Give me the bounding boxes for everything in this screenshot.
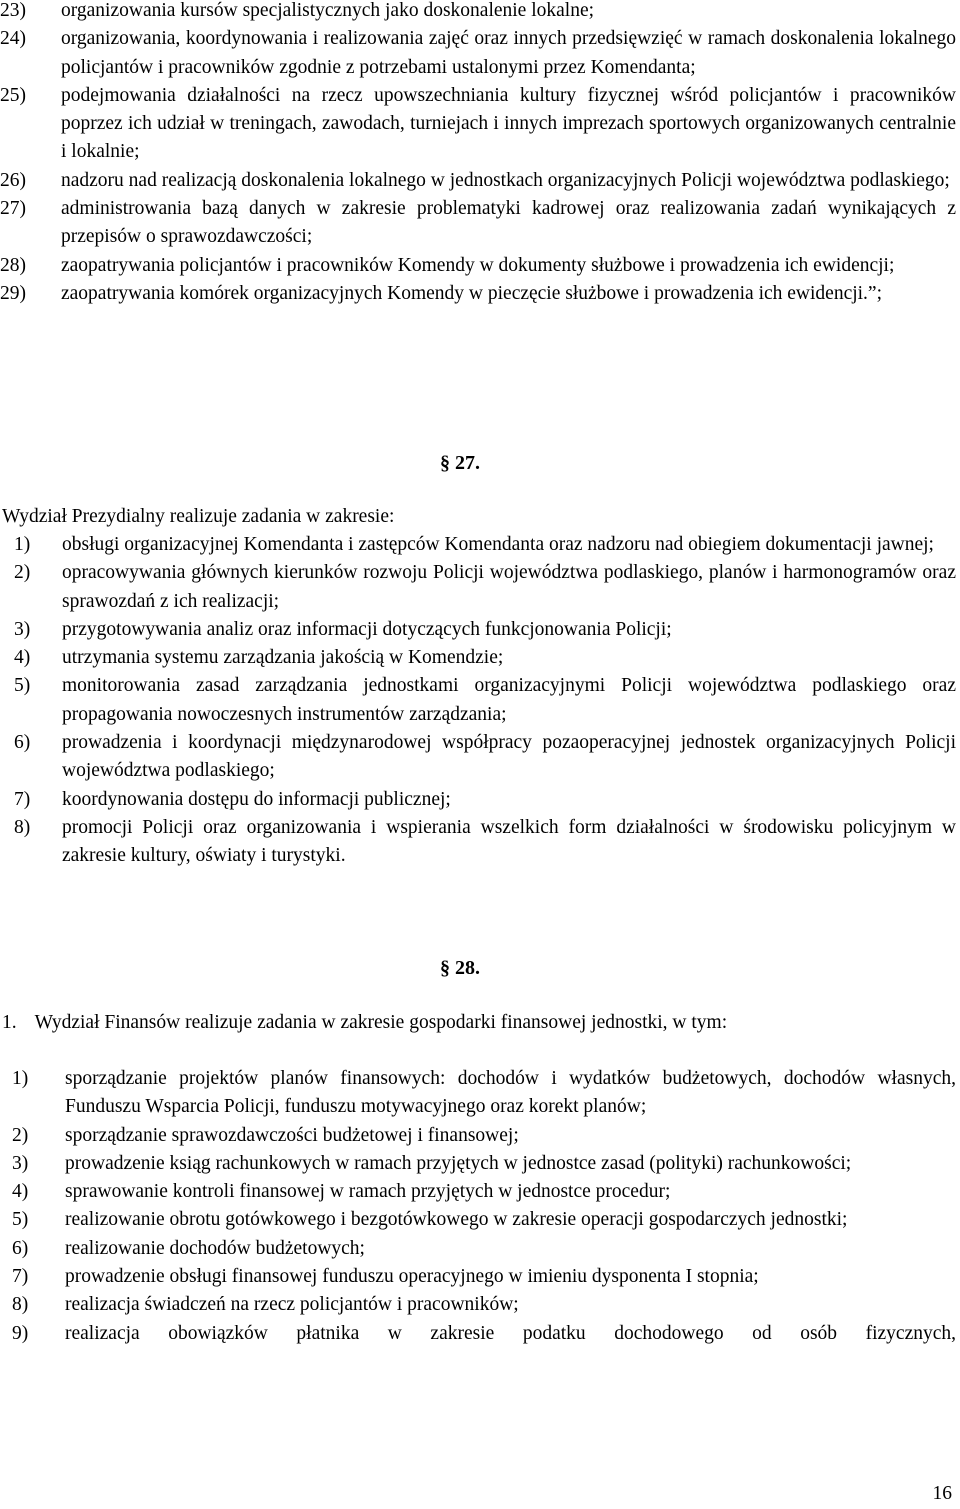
item-number: 7) <box>12 1266 29 1288</box>
list-item <box>0 1320 956 1348</box>
item-number: 25) <box>0 84 26 106</box>
item-text: podejmowania działalności na rzecz upowszechniania kultury fizycznej wśród policjantów i pracowników poprzez ich udział w treningach, zawodach, turniejach i innych imprezach sportowych organizowanych centralnie i lokalnie; <box>61 84 956 163</box>
item-text: sporządzanie sprawozdawczości budżetowej i finansowej; <box>65 1124 519 1146</box>
item-number: 23) <box>0 0 26 21</box>
list-section-2 <box>0 531 956 871</box>
item-number: 1) <box>12 1068 29 1089</box>
item-number: 2) <box>14 562 31 584</box>
item-number: 3) <box>14 618 31 640</box>
list-item <box>0 82 956 167</box>
item-text: sporządzanie projektów planów finansowych: dochodów i wydatków budżetowych, dochodów własnych, Funduszu Wsparcia Policji, funduszu motywacyjnego oraz korekt planów; <box>65 1068 956 1118</box>
list-item <box>0 167 956 195</box>
list-item <box>0 25 956 82</box>
item-text: realizacja świadczeń na rzecz policjantów i pracowników; <box>65 1294 519 1316</box>
section-heading-28: § 28. <box>440 957 480 979</box>
item-number: 1) <box>14 534 31 555</box>
intro-text: Wydział Finansów realizuje zadania w zakresie gospodarki finansowej jednostki, w tym: <box>34 1012 728 1033</box>
list-item <box>0 1065 956 1122</box>
item-number: 3) <box>12 1152 29 1174</box>
list-item <box>0 1235 956 1263</box>
item-number: 4) <box>12 1181 29 1203</box>
list-item <box>0 252 956 280</box>
list-item <box>0 531 956 559</box>
item-text: administrowania bazą danych w zakresie problematyki kadrowej oraz realizowania zadań wynikających z przepisów o sprawozdawczości; <box>61 198 956 248</box>
item-text: monitorowania zasad zarządzania jednostkami organizacyjnymi Policji województwa podlaskiego oraz propagowania nowoczesnych instrumentów zarządzania; <box>62 675 956 725</box>
item-text: realizowanie obrotu gotówkowego i bezgotówkowego w zakresie operacji gospodarczych jednostki; <box>65 1209 848 1231</box>
list-item <box>0 0 956 25</box>
item-number: 5) <box>14 675 31 697</box>
item-number: 9) <box>12 1322 29 1344</box>
item-text: realizacja obowiązków płatnika w zakresie podatku dochodowego od osób fizycznych, <box>65 1322 956 1344</box>
item-number: 6) <box>12 1237 29 1259</box>
item-number: 7) <box>14 788 31 810</box>
list-item <box>0 616 956 644</box>
item-number: 6) <box>14 732 31 754</box>
item-text: promocji Policji oraz organizowania i wspierania wszelkich form działalności w środowisku policyjnym w zakresie kultury, oświaty i turystyki. <box>62 816 956 867</box>
item-number: 28) <box>0 254 26 276</box>
item-number: 24) <box>0 28 26 50</box>
list-item <box>0 1263 956 1291</box>
item-text: organizowania, koordynowania i realizowania zajęć oraz innych przedsięwzięć w ramach doskonalenia lokalnego policjantów i pracowników zgodnie z potrzebami ustalonymi przez Komendanta; <box>61 28 956 78</box>
item-text: koordynowania dostępu do informacji publicznej; <box>62 788 451 810</box>
section-2-intro: Wydział Prezydialny realizuje zadania w zakresie: <box>2 506 395 527</box>
list-item <box>0 1291 956 1319</box>
list-item <box>0 280 956 308</box>
item-number: 2) <box>12 1124 29 1146</box>
item-number: 8) <box>14 816 31 838</box>
list-item <box>0 729 956 786</box>
list-item <box>0 1122 956 1150</box>
list-section-3 <box>0 1065 956 1348</box>
item-text: utrzymania systemu zarządzania jakością w Komendzie; <box>62 647 504 669</box>
item-text: obsługi organizacyjnej Komendanta i zastępców Komendanta oraz nadzoru nad obiegiem dokumentacji jawnej; <box>62 534 934 555</box>
item-text: prowadzenie ksiąg rachunkowych w ramach przyjętych w jednostce zasad (polityki) rachunkowości; <box>65 1152 852 1174</box>
list-item <box>0 559 956 616</box>
section-heading-27: § 27. <box>440 452 480 474</box>
item-text: prowadzenie obsługi finansowej funduszu operacyjnego w imieniu dysponenta I stopnia; <box>65 1266 759 1288</box>
item-text: realizowanie dochodów budżetowych; <box>65 1237 365 1259</box>
list-item <box>0 1178 956 1206</box>
intro-number: 1. <box>2 1012 17 1033</box>
item-text: przygotowywania analiz oraz informacji dotyczących funkcjonowania Policji; <box>62 618 672 640</box>
list-item <box>0 1150 956 1178</box>
item-number: 8) <box>12 1294 29 1316</box>
item-text: opracowywania głównych kierunków rozwoju Policji województwa podlaskiego, planów i harmonogramów oraz sprawozdań z ich realizacji; <box>62 562 956 612</box>
list-item <box>0 814 956 871</box>
item-text: zaopatrywania policjantów i pracowników Komendy w dokumenty służbowe i prowadzenia ich ewidencji; <box>61 254 895 276</box>
item-text: prowadzenia i koordynacji międzynarodowej współpracy pozaoperacyjnej jednostek organizacyjnych Policji województwa podlaskiego; <box>62 732 956 782</box>
list-item <box>0 786 956 814</box>
list-item <box>0 1206 956 1234</box>
item-number: 27) <box>0 198 26 220</box>
list-section-1 <box>0 0 956 308</box>
page-number: 16 <box>932 1483 952 1504</box>
item-number: 29) <box>0 282 26 304</box>
item-text: organizowania kursów specjalistycznych jako doskonalenie lokalne; <box>61 0 595 21</box>
list-item <box>0 195 956 252</box>
item-text: sprawowanie kontroli finansowej w ramach przyjętych w jednostce procedur; <box>65 1181 671 1203</box>
item-number: 4) <box>14 647 31 669</box>
item-text: zaopatrywania komórek organizacyjnych Komendy w pieczęcie służbowe i prowadzenia ich ewidencji.”; <box>61 282 883 304</box>
list-item <box>0 644 956 672</box>
item-text: nadzoru nad realizacją doskonalenia lokalnego w jednostkach organizacyjnych Policji województwa podlaskiego; <box>61 169 950 191</box>
item-number: 5) <box>12 1209 29 1231</box>
item-number: 26) <box>0 169 26 191</box>
list-item <box>0 672 956 729</box>
section-3-intro <box>2 1009 956 1037</box>
